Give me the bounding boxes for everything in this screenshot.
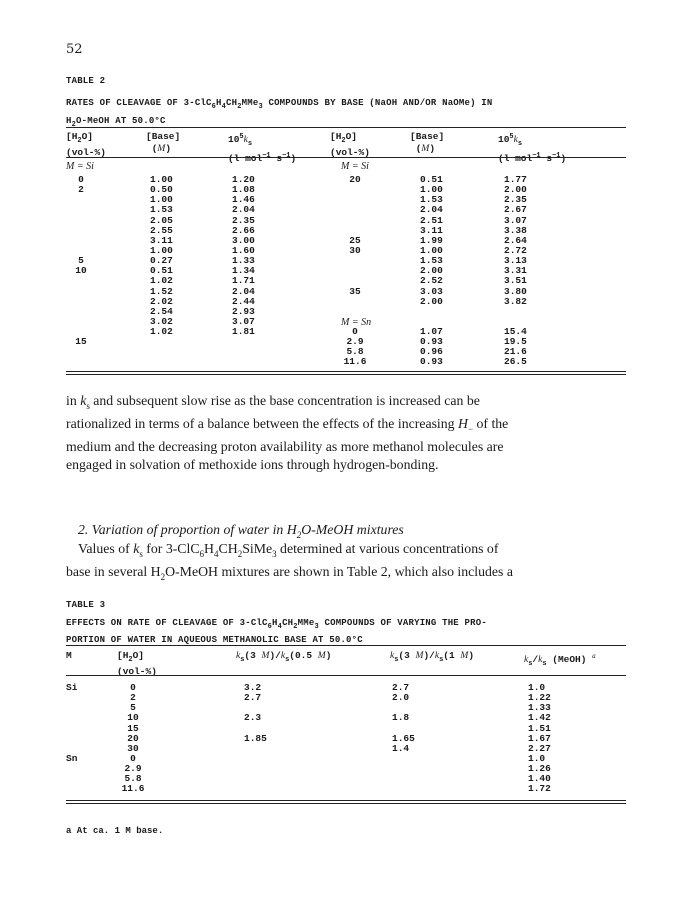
table2-title: RATES OF CLEAVAGE OF $3-ClC_6H_4CH_2MMe_3$ COMPOUNDS BY BASE (NaOH AND/OR NaOMe) IN $H_2O$-MeOH AT 50.0°C	[66, 98, 493, 129]
table3-cell-ratio2: 1.65	[392, 732, 415, 744]
table2-cell-base: 2.55	[150, 224, 173, 236]
table2-left-h2o-column	[66, 175, 96, 347]
table2-bottom-rule	[66, 371, 626, 372]
table3-ratio3-column	[528, 683, 551, 795]
table2-cell-ks: 26.5	[504, 356, 527, 368]
table3-ratio2-column	[392, 683, 415, 754]
table2-cell-base: 2.04	[420, 204, 443, 216]
table2-cell-base: 2.05	[150, 214, 173, 226]
table2-cell-ks: 1.20	[232, 174, 255, 185]
table2-cell-base: 1.53	[420, 255, 443, 267]
page-number: 52	[66, 42, 83, 57]
table3-ratio1-column	[244, 683, 267, 744]
table2-cell-base: 0.93	[420, 356, 443, 368]
table3-cell-ratio3: 1.33	[528, 702, 551, 714]
table2-top-rule	[66, 127, 626, 128]
table3-cell-ratio1: 3.2	[244, 682, 262, 693]
table2-cell-ks: 3.51	[504, 275, 527, 287]
table3-cell-h2o: 30	[127, 742, 139, 754]
table3-cell-ratio3: 1.26	[528, 763, 551, 775]
table2-cell-ks: 2.35	[232, 214, 255, 226]
table3-header-rule	[66, 675, 626, 676]
table2-cell-base: 0.96	[420, 346, 443, 358]
table2-cell-h2o: 10	[75, 265, 87, 277]
table2-cell-ks: 2.66	[232, 224, 255, 236]
table2-cell-ks: 1.08	[232, 184, 255, 196]
table2-cell-base: 0.50	[150, 184, 173, 196]
table2-cell-base: 2.00	[420, 295, 443, 307]
table3-cell-ratio1: 2.3	[244, 712, 262, 724]
table2-cell-base: 0.27	[150, 255, 173, 267]
table3-h2o-column	[113, 683, 153, 795]
table2-cell-base: 3.03	[420, 285, 443, 297]
body-paragraph: in $k_s$ and subsequent slow rise as the base concentration is increased can be rationalized in terms of a balance between the effects of the increasing $H_-$ of the medium and the decreasing proton availability as more methanol molecules are engaged in solvation of methoxide ions through hydrogen-bonding.	[66, 393, 509, 472]
table3-cell-ratio2: 2.7	[392, 682, 410, 693]
table2-left-ks-column	[232, 175, 255, 337]
table3-cell-metal: Si	[66, 682, 78, 693]
table2-cell-base: 2.00	[420, 265, 443, 277]
table2-left-base-column	[150, 175, 173, 337]
table2-right-base-column	[420, 175, 443, 307]
table2-header-base-right: [Base] (M)	[410, 131, 445, 154]
table2-cell-h2o: 5	[78, 255, 84, 267]
table3-top-rule	[66, 645, 626, 646]
table2-cell-ks: 2.04	[232, 204, 255, 216]
table3-cell-ratio2: 1.8	[392, 712, 410, 724]
table2-cell-h2o: 35	[349, 285, 361, 297]
table2-cell-h2o: 0	[352, 326, 358, 337]
table2-cell-h2o: 2.9	[346, 336, 364, 348]
table2-cell-base: 2.51	[420, 214, 443, 226]
table3-cell-h2o: 5	[130, 702, 136, 714]
table2-right-h2o-column	[340, 175, 370, 297]
table2-cell-base: 0.51	[150, 265, 173, 277]
table2-cell-h2o: 30	[349, 244, 361, 256]
table2-cell-base: 3.11	[420, 224, 443, 236]
table2-cell-base: 1.00	[420, 184, 443, 196]
table2-cell-ks: 3.07	[504, 214, 527, 226]
table2-cell-ks: 3.80	[504, 285, 527, 297]
table2-header-h2o-left: $[H_2O]$ (vol-%)	[66, 131, 106, 158]
table2-cell-h2o: 15	[75, 336, 87, 348]
table2-cell-base: 1.52	[150, 285, 173, 297]
table2-cell-base: 3.02	[150, 315, 173, 327]
table2-cell-ks: 2.64	[504, 234, 527, 246]
table3-cell-h2o: 0	[130, 752, 136, 764]
table2-cell-ks: 15.4	[504, 326, 527, 337]
table3-cell-ratio1: 1.85	[244, 732, 267, 744]
table3-cell-h2o: 10	[127, 712, 139, 724]
table3-cell-h2o: 15	[127, 722, 139, 734]
table2-cell-ks: 3.00	[232, 234, 255, 246]
table3-header-ratio3: $k_s/k_s$ (MeOH) $^a$	[524, 652, 596, 669]
section-paragraph: Values of $k_s$ for $3-ClC_6H_4CH_2SiMe_3$ determined at various concentrations of base in several $H_2O$-MeOH mixtures are shown in Table 2, which also includes a	[66, 541, 513, 582]
table2-cell-ks: 3.13	[504, 255, 527, 267]
table3-cell-ratio3: 1.67	[528, 732, 551, 744]
table3-header-m: M	[66, 650, 72, 661]
table3-title: EFFECTS ON RATE OF CLEAVAGE OF $3-ClC_6H_4CH_2MMe_3$ COMPOUNDS OF VARYING THE PRO- PORTION OF WATER IN AQUEOUS METHANOLIC BASE AT 50.0°C	[66, 618, 487, 645]
table3-label: TABLE 3	[66, 600, 106, 610]
table3-cell-ratio3: 1.51	[528, 722, 551, 734]
table2-header-ks-right: $10^5k_s$ (l mol$^{-1}$ $s^{-1}$)	[498, 133, 567, 165]
table2-cell-base: 2.54	[150, 305, 173, 317]
table2-cell-base: 1.07	[420, 326, 443, 337]
table3-cell-ratio3: 1.72	[528, 783, 551, 795]
table2-cell-base: 3.11	[150, 234, 173, 246]
table2-cell-h2o: 11.6	[343, 356, 367, 368]
table2-cell-ks: 19.5	[504, 336, 527, 348]
table2-cell-ks: 2.93	[232, 305, 255, 317]
table2-sn-ks-column	[504, 327, 527, 368]
section-heading: 2. Variation of proportion of water in $H_2O$-MeOH mixtures	[78, 522, 404, 540]
table2-cell-h2o: 2	[78, 184, 84, 196]
table2-right-group-si: M = Si	[341, 161, 369, 172]
table2-cell-ks: 2.44	[232, 295, 255, 307]
table2-cell-ks: 1.71	[232, 275, 255, 287]
table3-bottom-rule-2	[66, 803, 626, 804]
table2-cell-base: 1.00	[150, 244, 173, 256]
table2-cell-h2o: 25	[349, 234, 361, 246]
table2-right-ks-column	[504, 175, 527, 307]
table2-header-rule	[66, 157, 626, 158]
table2-cell-base: 1.00	[420, 244, 443, 256]
table2-right-group-sn: M = Sn	[341, 317, 372, 328]
table3-cell-ratio3: 1.42	[528, 712, 551, 724]
table3-cell-h2o: 5.8	[124, 773, 142, 785]
table2-sn-h2o-column	[335, 327, 375, 368]
table2-cell-ks: 1.34	[232, 265, 255, 277]
table2-cell-base: 1.53	[420, 194, 443, 206]
table3-metal-column	[66, 683, 77, 764]
table2-cell-base: 2.02	[150, 295, 173, 307]
table2-cell-base: 1.02	[150, 326, 173, 338]
table3-header-h2o: $[H_2O]$ (vol-%)	[117, 650, 157, 677]
table3-cell-h2o: 2.9	[124, 763, 142, 775]
table2-cell-base: 1.02	[150, 275, 173, 287]
table2-cell-ks: 2.35	[504, 194, 527, 206]
table3-header-ratio1: $k_s(3$ $M)/k_s(0.5$ M)	[236, 650, 332, 664]
table2-cell-h2o: 0	[78, 174, 84, 185]
table2-header-base-left: [Base] (M)	[146, 131, 181, 154]
table2-cell-ks: 3.38	[504, 224, 527, 236]
table2-cell-ks: 1.33	[232, 255, 255, 267]
table2-cell-h2o: 20	[349, 174, 361, 185]
table2-sn-base-column	[420, 327, 443, 368]
table2-cell-ks: 1.81	[232, 326, 255, 338]
table3-cell-ratio3: 2.27	[528, 742, 551, 754]
table3-cell-ratio3: 1.22	[528, 692, 551, 704]
table3-cell-ratio3: 1.0	[528, 752, 546, 764]
table2-cell-ks: 3.07	[232, 315, 255, 327]
table2-cell-ks: 2.04	[232, 285, 255, 297]
table2-cell-ks: 21.6	[504, 346, 527, 358]
table3-cell-ratio3: 1.0	[528, 682, 546, 693]
table3-cell-ratio3: 1.40	[528, 773, 551, 785]
table2-cell-ks: 3.82	[504, 295, 527, 307]
table2-cell-ks: 1.46	[232, 194, 255, 206]
table3-header-ratio2: $k_s(3$ $M)/k_s(1$ M)	[390, 650, 475, 664]
table2-cell-base: 2.52	[420, 275, 443, 287]
table2-cell-ks: 2.00	[504, 184, 527, 196]
table2-cell-base: 1.99	[420, 234, 443, 246]
table3-cell-h2o: 0	[130, 682, 136, 693]
table2-cell-base: 1.53	[150, 204, 173, 216]
table2-left-group-label: M = Si	[66, 161, 94, 172]
table2-header-h2o-right: $[H_2O]$ (vol-%)	[330, 131, 370, 158]
table2-cell-base: 1.00	[150, 174, 173, 185]
table2-cell-ks: 1.77	[504, 174, 527, 185]
table3-cell-ratio1: 2.7	[244, 692, 262, 704]
table2-label: TABLE 2	[66, 76, 106, 86]
table3-cell-h2o: 20	[127, 732, 139, 744]
table2-cell-base: 0.93	[420, 336, 443, 348]
table2-bottom-rule-2	[66, 374, 626, 375]
table2-cell-ks: 2.72	[504, 244, 527, 256]
table3-footnote: a At ca. 1 M base.	[66, 826, 164, 836]
table3-cell-h2o: 11.6	[121, 783, 145, 795]
table2-header-ks-left: $10^5k_s$ (l mol$^{-1}$ $s^{-1}$)	[228, 133, 297, 165]
table2-cell-ks: 2.67	[504, 204, 527, 216]
table2-cell-base: 0.51	[420, 174, 443, 185]
table3-cell-ratio2: 1.4	[392, 742, 410, 754]
table2-cell-h2o: 5.8	[346, 346, 364, 358]
table3-cell-h2o: 2	[130, 692, 136, 704]
table3-cell-metal: Sn	[66, 752, 78, 764]
table2-cell-base: 1.00	[150, 194, 173, 206]
table3-cell-ratio2: 2.0	[392, 692, 410, 704]
table2-cell-ks: 1.60	[232, 244, 255, 256]
table2-cell-ks: 3.31	[504, 265, 527, 277]
table3-bottom-rule	[66, 800, 626, 801]
